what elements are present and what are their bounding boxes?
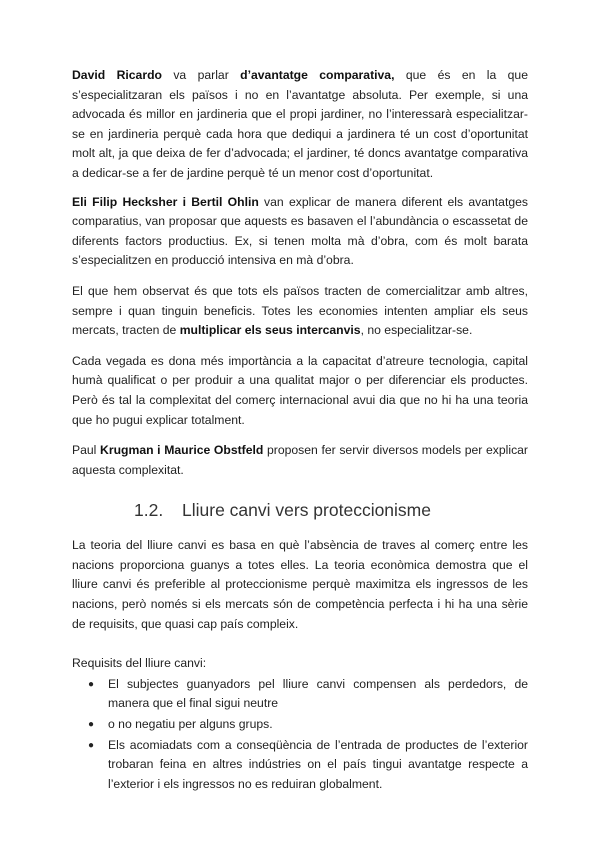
section-title: Lliure canvi vers proteccionisme — [182, 500, 431, 521]
paragraph-text: va parlar — [161, 68, 241, 82]
paragraph-observation — [72, 282, 528, 341]
paragraph-free-trade-theory: La teoria del lliure canvi es basa en què l’absència de traves al comerç entre les nacions proporciona guanys a totes elles. La teoria econòmica demostra que el lliure canvi és preferible al proteccionisme perquè maximitza els ingressos de les nacions, però només si els mercats són de competència perfecta i hi ha una sèrie de requisits, que quasi cap país compleix. — [72, 538, 528, 631]
key-term: d’avantatge comparativa, — [240, 68, 395, 82]
bullet-icon: ● — [88, 739, 95, 751]
paragraph-text: Cada vegada es dona més importància a la capacitat d’atreure tecnologia, capital humà qualificat o per produir a una qualitat major o per diferenciar els productes. Però és tal la complexitat del comerç internacional avui dia que no hi ha una teoria que ho pugui explicar totalment. — [72, 353, 528, 427]
paragraph-ricardo — [72, 66, 528, 184]
bullet-icon: ● — [88, 678, 95, 690]
paragraph-text: que és en la que s’especialitzaran els països i no en l’avantatge absoluta. Per exemple, si una advocada és millor en jardineria que el propi jardiner, no l’interessarà especialitzar-se en jardineria perquè cada hora que dediqui a jardinera té un cost d’oportunitat molt alt, ja que deixa de fer d’advocada; el jardiner, té doncs avantatge comparativa a dedicar-se a fer de jardine perquè té un menor cost d’oportunitat. — [72, 68, 528, 180]
list-item-text: Els acomiadats com a conseqüència de l’entrada de productes de l’exterior trobaran feina en altres indústries on el país tingui avantatge respecte a l’exterior i els ingressos no es reduiran globalment. — [108, 737, 528, 791]
requirements-list — [72, 675, 528, 795]
list-item — [72, 675, 528, 714]
list-item-text: El subjectes guanyadors pel lliure canvi compensen als perdedors, de manera que el final sigui neutre — [108, 676, 528, 711]
list-item-text: o no negatiu per alguns grups. — [108, 717, 273, 732]
paragraph-krugman — [72, 441, 528, 480]
key-term: multiplicar els seus intercanvis — [179, 323, 361, 338]
paragraph-hecksher-ohlin — [72, 193, 528, 271]
list-item — [72, 715, 528, 735]
document-page — [72, 66, 528, 795]
author-name: David Ricardo — [72, 68, 162, 82]
paragraph-text: Paul — [72, 443, 101, 458]
paragraph-text: El que hem observat és que tots els països tracten de comercialitzar amb altres, sempre i quan tinguin beneficis. Totes les economies intenten ampliar els seus mercats, tracten de — [72, 283, 528, 338]
paragraph-text: proposen fer servir diversos models per explicar aquesta complexitat. — [72, 443, 528, 477]
author-name: Krugman i Maurice Obstfeld — [100, 443, 264, 458]
paragraph-text: , no especialitzar-se. — [360, 323, 473, 338]
author-name: Eli Filip Hecksher i Bertil Ohlin — [72, 194, 259, 209]
section-number: 1.2. — [134, 500, 164, 521]
list-item — [72, 736, 528, 795]
requirements-label: Requisits del lliure canvi: — [72, 656, 207, 671]
bullet-icon: ● — [88, 719, 95, 731]
paragraph-text: van explicar de manera diferent els avantatges comparatius, van proposar que aquests es basaven el l’abundància o escassetat de diferents factors productius. Ex, si tenen molta mà d’obra, com és molt barata s’especialitzen en producció intensiva en mà d’obra. — [72, 194, 528, 268]
paragraph-technology — [72, 352, 528, 430]
section-heading — [72, 498, 528, 522]
